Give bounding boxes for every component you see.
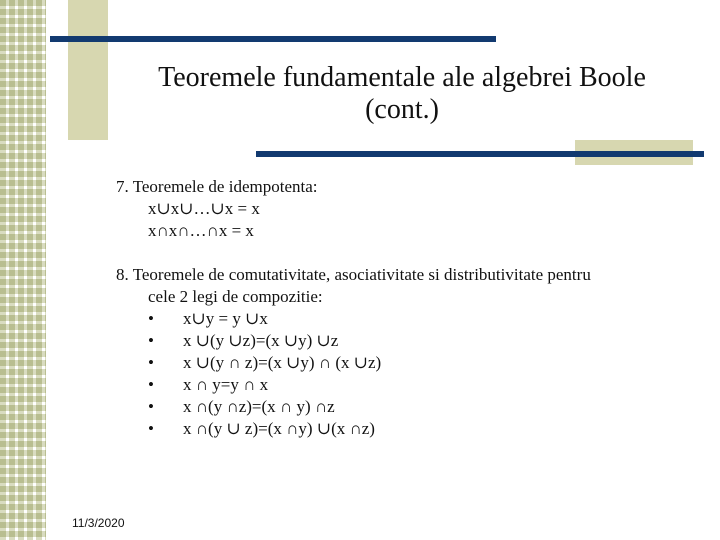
formula-line: x∪x∪…∪x = x	[148, 199, 260, 218]
bullet-item	[116, 418, 706, 440]
formula-text: x ∩ y=y ∩ x	[183, 375, 269, 394]
formula-text: x∪y = y ∪x	[183, 309, 268, 328]
bullet-icon: •	[148, 419, 154, 438]
slide-date: 11/3/2020	[72, 516, 125, 530]
decorative-strip	[0, 0, 50, 540]
bullet-item	[116, 352, 706, 374]
section-heading: 8. Teoremele de comutativitate, asociativitate si distributivitate pentru	[116, 265, 591, 284]
bullet-item	[116, 308, 706, 330]
formula-text: x ∩(y ∩z)=(x ∩ y) ∩z	[183, 397, 335, 416]
formula-text: x ∪(y ∪z)=(x ∪y) ∪z	[183, 331, 339, 350]
decorative-block	[68, 0, 108, 140]
formula-text: x ∩(y ∪ z)=(x ∩y) ∪(x ∩z)	[183, 419, 375, 438]
bullet-icon: •	[148, 375, 154, 394]
slide-body	[116, 176, 706, 440]
bullet-icon: •	[148, 397, 154, 416]
title-bar-bottom	[256, 151, 704, 157]
bullet-icon: •	[148, 331, 154, 350]
title-line: (cont.)	[365, 94, 439, 125]
section-heading: 7. Teoremele de idempotenta:	[116, 177, 318, 196]
slide-title	[112, 62, 692, 126]
bullet-icon: •	[148, 309, 154, 328]
bullet-item	[116, 330, 706, 352]
title-line: Teoremele fundamentale ale algebrei Boole	[158, 62, 646, 93]
title-bar-top	[50, 36, 496, 42]
formula-line: x∩x∩…∩x = x	[148, 221, 254, 240]
bullet-item	[116, 396, 706, 418]
bullet-icon: •	[148, 353, 154, 372]
section-subheading: cele 2 legi de compozitie:	[148, 287, 323, 306]
bullet-item	[116, 374, 706, 396]
formula-text: x ∪(y ∩ z)=(x ∪y) ∩ (x ∪z)	[183, 353, 382, 372]
